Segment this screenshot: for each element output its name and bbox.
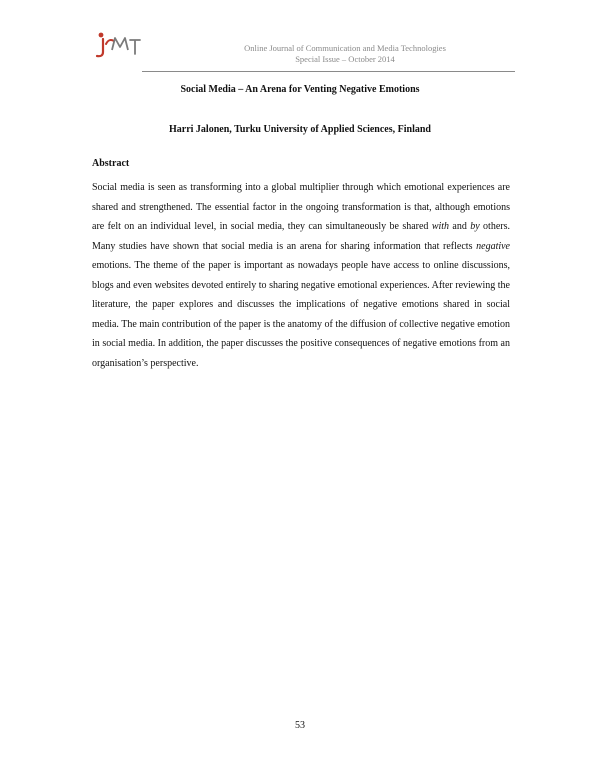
paper-title: Social Media – An Arena for Venting Negative Emotions bbox=[180, 84, 420, 95]
header-rule bbox=[142, 71, 515, 72]
abstract-heading: Abstract bbox=[92, 158, 130, 169]
journal-logo bbox=[92, 30, 142, 62]
running-header bbox=[180, 43, 510, 65]
abstract-emph-with: with bbox=[431, 221, 450, 232]
abstract-body bbox=[92, 178, 510, 373]
issue-info: Special Issue – October 2014 bbox=[295, 54, 395, 64]
author-line: Harri Jalonen, Turku University of Applied Sciences, Finland bbox=[169, 124, 431, 135]
abstract-text-1: Social media is seen as transforming into a global multiplier through which emotional experiences are shared and strengthened. The essential factor in the ongoing transformation is that, although emotions are felt on an individual level, in social media, they can simultaneously be shared bbox=[92, 182, 510, 232]
abstract-text-and: and bbox=[449, 221, 471, 232]
abstract-emph-by: by bbox=[470, 221, 480, 232]
journal-name: Online Journal of Communication and Media Technologies bbox=[244, 43, 446, 53]
abstract-text-3: emotions. The theme of the paper is important as nowadays people have access to online discussions, blogs and even websites devoted entirely to sharing negative emotional experiences. After reviewing the literature, the paper explores and discusses the implications of negative emotions shared in social media. The main contribution of the paper is the anatomy of the diffusion of collective negative emotion in social media. In addition, the paper discusses the positive consequences of negative emotions from an organisation’s perspective. bbox=[92, 260, 510, 369]
abstract-emph-negative: negative bbox=[476, 240, 510, 252]
abstract-text-2: others. Many studies have shown that social media is an arena for sharing information that reflects bbox=[92, 221, 510, 252]
page-number: 53 bbox=[295, 720, 305, 731]
